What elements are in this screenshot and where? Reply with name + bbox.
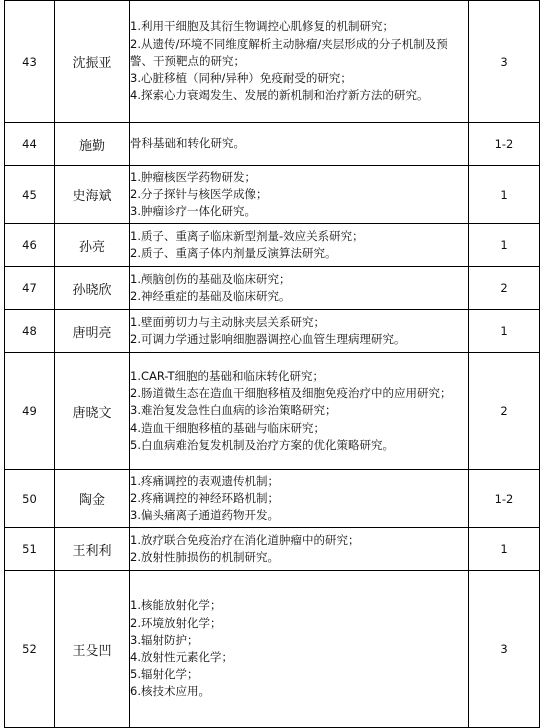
research-direction-item: 5.辐射化学；	[130, 667, 199, 682]
table-row	[5, 571, 540, 728]
row-number: 44	[5, 123, 55, 166]
research-direction-item: 1.壁面剪切力与主动脉夹层关系研究；	[130, 314, 325, 329]
supervisor-name: 王利利	[55, 528, 130, 571]
supervisor-name: 史海斌	[55, 166, 130, 224]
research-directions	[130, 267, 469, 310]
research-direction-item: 6.核技术应用。	[130, 684, 210, 699]
research-directions	[130, 353, 469, 470]
enrollment-quota: 3	[469, 571, 540, 728]
table-row	[5, 166, 540, 224]
research-direction-item: 1.利用干细胞及其衍生物调控心肌修复的机制研究；	[130, 19, 394, 34]
supervisor-name: 施勤	[55, 123, 130, 166]
supervisor-name: 孙晓欣	[55, 267, 130, 310]
research-directions	[130, 310, 469, 353]
research-direction-item: 1.颅脑创伤的基础及临床研究；	[130, 271, 291, 286]
research-direction-item: 2.分子探针与核医学成像；	[130, 186, 268, 201]
supervisor-name: 王殳凹	[55, 571, 130, 728]
research-directions	[130, 224, 469, 267]
research-direction-item: 5.白血病难治复发机制及治疗方案的优化策略研究。	[130, 437, 394, 452]
supervisor-table-body	[5, 1, 540, 728]
table-row	[5, 224, 540, 267]
table-row	[5, 123, 540, 166]
research-directions	[130, 123, 469, 166]
research-direction-item: 1.放疗联合免疫治疗在消化道肿瘤中的研究；	[130, 532, 360, 547]
row-number: 47	[5, 267, 55, 310]
research-direction-item: 1.肿瘤核医学药物研发；	[130, 169, 256, 184]
research-direction-item: 1.核能放射化学；	[130, 598, 222, 613]
research-direction-item: 3.偏头痛离子通道药物开发。	[130, 508, 279, 523]
enrollment-quota: 1	[469, 166, 540, 224]
research-direction-item: 3.肿瘤诊疗一体化研究。	[130, 204, 256, 219]
research-direction-item: 2.神经重症的基础及临床研究。	[130, 289, 291, 303]
supervisor-name: 唐晓文	[55, 353, 130, 470]
research-directions	[130, 166, 469, 224]
enrollment-quota: 1	[469, 310, 540, 353]
enrollment-quota: 1-2	[469, 470, 540, 528]
research-direction-item: 4.放射性元素化学；	[130, 650, 233, 664]
supervisor-name: 陶金	[55, 470, 130, 528]
row-number: 46	[5, 224, 55, 267]
research-direction-item: 2.从遗传/环境不同维度解析主动脉瘤/夹层形成的分子机制及预警、干预靶点的研究；	[130, 36, 448, 68]
supervisor-name: 沈振亚	[55, 1, 130, 123]
supervisor-name: 唐明亮	[55, 310, 130, 353]
table-row	[5, 1, 540, 123]
research-directions	[130, 528, 469, 571]
supervisor-name: 孙亮	[55, 224, 130, 267]
table-row	[5, 353, 540, 470]
row-number: 50	[5, 470, 55, 528]
table-row	[5, 470, 540, 528]
research-direction-item: 3.辐射防护；	[130, 632, 199, 647]
research-direction-item: 2.肠道微生态在造血干细胞移植及细胞免疫治疗中的应用研究；	[130, 386, 452, 401]
research-direction-item: 2.疼痛调控的神经环路机制；	[130, 490, 279, 505]
enrollment-quota: 1-2	[469, 123, 540, 166]
research-direction-item: 2.放射性肺损伤的机制研究。	[130, 550, 279, 564]
research-direction-item: 2.质子、重离子体内剂量反演算法研究。	[130, 246, 337, 260]
row-number: 43	[5, 1, 55, 123]
research-directions	[130, 470, 469, 528]
research-direction-item: 3.难治复发急性白血病的诊治策略研究；	[130, 403, 337, 418]
row-number: 45	[5, 166, 55, 224]
enrollment-quota: 1	[469, 528, 540, 571]
row-number: 51	[5, 528, 55, 571]
supervisor-table	[4, 0, 540, 728]
research-direction-item: 3.心脏移植（同种/异种）免疫耐受的研究；	[130, 71, 352, 86]
enrollment-quota: 2	[469, 353, 540, 470]
research-direction-item: 1.CAR-T细胞的基础和临床转化研究；	[130, 368, 325, 383]
research-directions	[130, 1, 469, 123]
research-directions	[130, 571, 469, 728]
row-number: 49	[5, 353, 55, 470]
enrollment-quota: 3	[469, 1, 540, 123]
research-direction-item: 4.造血干细胞移植的基础与临床研究；	[130, 420, 325, 435]
enrollment-quota: 2	[469, 267, 540, 310]
research-direction-item: 2.可调力学通过影响细胞器调控心血管生理病理研究。	[130, 332, 406, 346]
enrollment-quota: 1	[469, 224, 540, 267]
row-number: 48	[5, 310, 55, 353]
table-row	[5, 528, 540, 571]
research-direction-item: 1.疼痛调控的表观遗传机制；	[130, 473, 279, 488]
research-direction-item: 4.探索心力衰竭发生、发展的新机制和治疗新方法的研究。	[130, 88, 429, 103]
table-row	[5, 310, 540, 353]
row-number: 52	[5, 571, 55, 728]
research-direction-item: 骨科基础和转化研究。	[130, 136, 245, 151]
research-direction-item: 1.质子、重离子临床新型剂量-效应关系研究；	[130, 228, 364, 243]
table-row	[5, 267, 540, 310]
research-direction-item: 2.环境放射化学；	[130, 615, 222, 630]
